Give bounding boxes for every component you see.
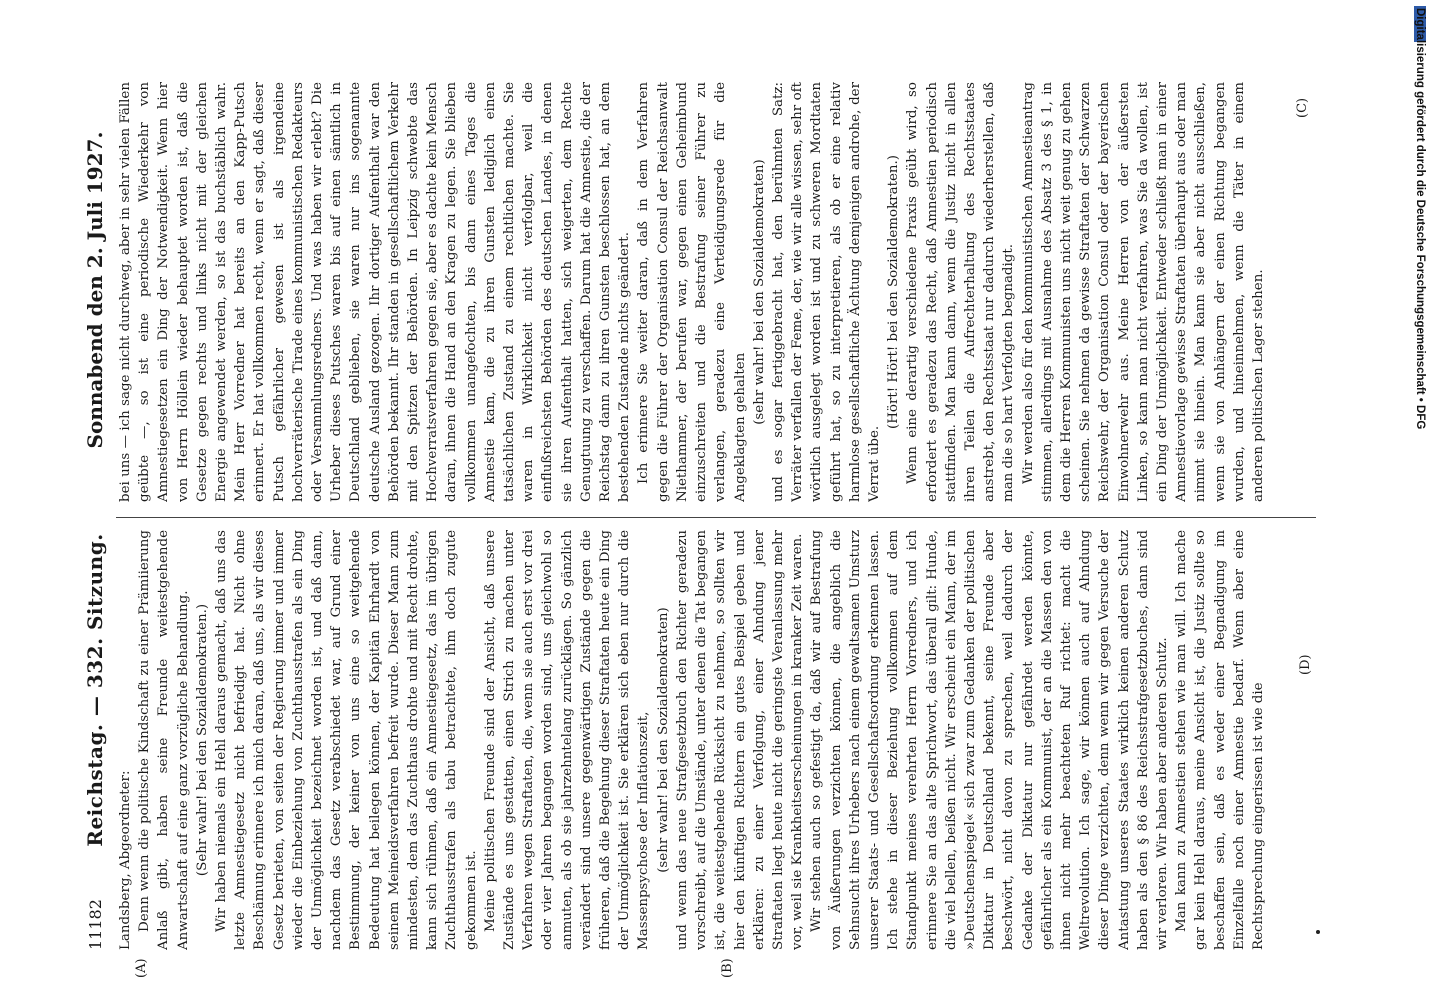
right-column-paragraph: bei uns — ich sage nicht durchweg, aber in sehr vielen Fällen geübte —, so ist eine periodische Wiederkehr von Amnestiegesetzen ein Ding der Notwendigkeit. Wenn hier von Herrn Höllein wieder behauptet worden ist, daß die Gesetze gegen rechts und links nicht mit der gleichen Energie angewendet werden, so ist das buchstäblich wahr. Mein Herr Vorredner hat bereits an den Kapp-Putsch erinnert. Er hat vollkommen recht, wenn er sagt, daß dieser Putsch gefährlicher gewesen ist als irgendeine hochverräterische Tirade eines kommunistischen Redakteurs oder Versammlungsredners. Und was haben wir erlebt? Die Urheber dieses Putsches waren bis auf einen sämtlich in Deutschland geblieben, sie waren nur ins sogenannte deutsche Ausland gezogen. Ihr dortiger Aufenthalt war den Behörden bekannt. Ihr standen in gesellschaftlichem Verkehr mit den Spitzen der Behörden. In Leipzig schwebte das Hochverratsverfahren gegen sie, aber es dachte kein Mensch daran, ihnen die Hand an den Kragen zu legen. Sie blieben vollkommen unangefochten, bis dann eines Tages die Amnestie kam, die zu ihren Gunsten lediglich einen tatsächlichen Zustand zu einem rechtlichen machte. Sie waren in Wirklichkeit nicht verfolgbar, weil die einflußreichsten Behörden des deutschen Landes, in denen sie ihren Aufenthalt hatten, sich weigerten, dem Rechte Genugtuung zu verschaffen. Darum hat die Amnestie, die der Reichstag dann zu ihren Gunsten beschlossen hat, an dem bestehenden Zustande nichts geändert. [118,82,633,502]
left-column-paragraph: Wir stehen auch so gefestigt da, daß wir auf Bestrafung von Äußerungen verzichten können, die angeblich die Sehnsucht ihres Urhebers nach einem gewaltsamen Umsturz unserer Staats- und Gesellschaftsordnung erkennen lassen. Ich stehe in dieser Beziehung vollkommen auf dem Standpunkt meines verehrten Herrn Vorredners, und ich erinnere Sie an das alte Sprichwort, das überall gilt: Hunde, die viel bellen, beißen nicht. Wir erscheint ein Mann, der im »Deutschenspiegel« sich zwar zum Gedanken der politischen Diktatur in Deutschland bekennt, seine Freunde aber beschwört, nicht davon zu sprechen, weil dadurch der Gedanke der Diktatur nur gefährdet werden könnte, gefährlicher als ein Kommunist, der an die Massen den von ihnen nicht mehr beachteten Ruf richtet: macht die Weltrevolution. Ich sage, wir können auch auf Ahndung dieser Dinge verzichten, denn wenn wir gegen Versuche der Antastung unseres Staates wirklich keinen anderen Schutz haben als den § 86 des Reichsstrafgesetzbuches, dann sind wir verloren. Wir haben aber anderen Schutz. [809,530,1170,950]
right-column-paragraph: und es sogar fertiggebracht hat, den berühmten Satz: Verräter verfallen der Feme, der, wie wir alle wissen, sehr oft wörtlich ausgelegt worden ist und zu schweren Mordtaten geführt hat, so zu interpretieren, als ob er eine relativ harmlose gesellschaftliche Ächtung demjenigen androhe, der Verrat übe. [770,82,882,502]
page-header [80,80,110,950]
right-column-paragraph: (sehr wahr! bei den Sozialdemokraten) [751,159,767,425]
right-column [116,82,1316,502]
session-date: Sonnabend den 2. Juli 1927. [83,131,107,449]
left-column-paragraph: Wir haben niemals ein Hehl daraus gemacht, daß uns das letzte Amnestiegesetz nicht befriedigt hat. Nicht ohne Beschämung erinnere ich mich daran, daß uns, als wir dieses Gesetz berieten, von seiten der Regierung immer und immer wieder die Einbeziehung von Zuchthausstrafen als ein Ding der Unmöglichkeit bezeichnet worden ist, und daß dann, nachdem das Gesetz verabschiedet war, auf Grund einer Bestimmung, der keiner von uns eine so weitgehende Bedeutung hat beilegen können, der Kapitän Ehrhardt von seinem Meineidsverfahren befreit wurde. Dieser Mann zum mindesten, dem das Zuchthaus drohte und mit Recht drohte, kann sich rühmen, daß ein Amnestiegesetz, das im übrigen Zuchthausstrafen als tabu betrachtete, ihm doch zugute gekommen ist. [214,530,479,950]
margin-marker-d: (D) [1298,654,1313,675]
left-column-paragraph: Landsberg, Abgeordneter: [118,770,133,950]
digitization-credit [1412,8,1430,698]
left-column-paragraph: Man kann zu Amnestien stehen wie man will. Ich mache gar kein Hehl daraus, meine Ansicht ist, die Justiz sollte so beschaffen sein, daß es weder einer Begnadigung im Einzelfalle noch einer Amnestie bedarf. Wenn aber eine Rechtsprechung eingerissen ist wie die [1174,530,1266,950]
document-page [80,80,1320,978]
margin-marker-a: (A) [134,958,149,978]
margin-marker-b: (B) [720,958,735,978]
left-column-paragraph: und wenn das neue Strafgesetzbuch den Richter geradezu vorschreibt, auf die Umstände, unter denen die Tat begangen ist, die weitestgehende Rücksicht zu nehmen, so sollten wir hier den künftigen Richtern ein gutes Beispiel geben und erklären: zu einer Verfolgung, einer Ahndung jener Straftaten liegt heute nicht die geringste Veranlassung mehr vor, weil sie Krankheitserscheinungen in kranker Zeit waren. [674,530,806,950]
scan-speck [1316,930,1320,934]
left-column-paragraph: (sehr wahr! bei den Sozialdemokraten) [655,607,671,873]
left-column-paragraph: (Sehr wahr! bei den Sozialdemokraten.) [194,603,210,877]
column-divider [116,517,1316,518]
right-column-paragraph: Wenn eine derartig verschiedene Praxis geübt wird, so erfordert es geradezu das Recht, daß Amnestien periodisch stattfinden. Man kann dann, wenn die Justiz nicht in allen ihren Teilen die Aufrechterhaltung des Rechtsstaates anstrebt, den Rechtsstaat nur dadurch wiederherstellen, daß man die so hart Verfolgten begnadigt. [905,82,1017,502]
right-column-paragraph: Wir werden also für den kommunistischen Amnestieantrag stimmen, allerdings mit Ausnahme des Absatz 3 des § 1, in dem die Herren Kommunisten uns nicht weit genug zu gehen scheinen. Sie nehmen da gewisse Straftaten der Schwarzen Reichswehr, der Organisation Consul oder der bayerischen Einwohnerwehr aus. Meine Herren von der äußersten Linken, so kann man nicht verfahren, was Sie da wollen, ist ein Ding der Unmöglichkeit. Entweder schließt man in einer Amnestievorlage gewisse Straftaten überhaupt aus oder man nimmt sie hinein. Man kann sie aber nicht ausschließen, wenn sie von Anhängern der einen Richtung begangen wurden, und hineinnehmen, wenn die Täter in einem anderen politischen Lager stehen. [1020,82,1266,502]
page-number: 11182 [85,899,105,950]
right-column-paragraph: (Hört! Hört! bei den Sozialdemokraten.) [886,155,902,429]
credit-text: Digitalisierung gefördert durch die Deutsche Forschungsgemeinschaft • DFG [1414,8,1426,430]
right-column-paragraph: Ich erinnere Sie weiter daran, daß in dem Verfahren gegen die Führer der Organisation Consul der Reichsanwalt Niethammer, der berufen war, gegen einen Geheimbund einzuschreiten und die Bestrafung seiner Führer zu verlangen, geradezu eine Verteidigungsrede für die Angeklagten gehalten [636,82,748,502]
session-title: Reichstag. — 332. Sitzung. [83,533,107,847]
left-column-paragraph: Denn wenn die politische Kindschaft zu einer Prämiierung Anlaß gibt, haben seine Freunde weitestgehende Anwartschaft auf eine ganz vorzügliche Behandlung. [137,530,191,950]
left-column-paragraph: Meine politischen Freunde sind der Ansicht, daß unsere Zustände es uns gestatten, einen Strich zu machen unter Verfahren wegen Straftaten, die, wenn sie auch erst vor drei oder vier Jahren begangen worden sind, uns gleichwohl so anmuten, als ob sie jahrzehntelang zurücklägen. So gänzlich verändert sind unsere gegenwärtigen Zustände gegen die früheren, daß die Begehung dieser Straftaten heute ein Ding der Unmöglichkeit ist. Sie erklären sich eben nur durch die Massenpsychose der Inflationszeit, [482,530,652,950]
left-column [116,530,1316,950]
margin-marker-c: (C) [1295,97,1310,118]
